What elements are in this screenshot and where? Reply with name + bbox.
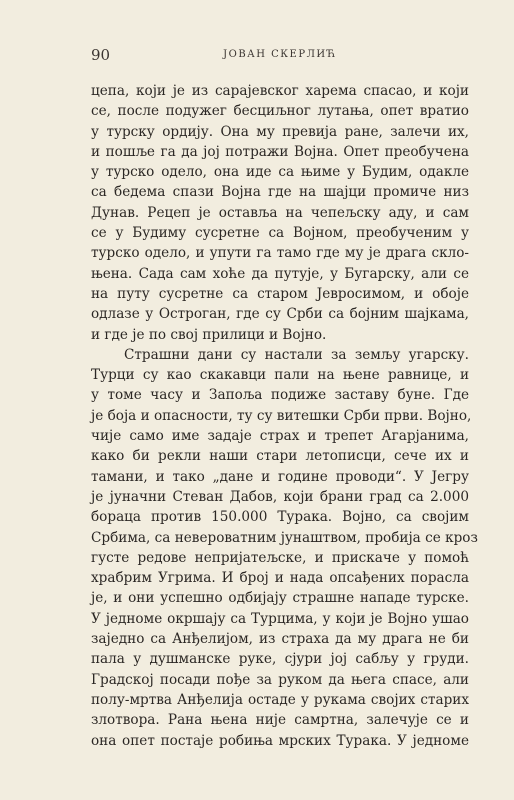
- text-line: полу-мртва Анђелија остаде у рукама својих старих: [91, 691, 469, 708]
- text-line: густе редове непријатељске, и прискаче у помоћ: [91, 549, 469, 566]
- text-line: Дунав. Рецеп је оставља на чепељску аду, и сам: [91, 204, 469, 221]
- text-line: како би рекли наши стари летописци, сече их и: [91, 448, 469, 465]
- text-line: тамани, и тако „дане и године проводи“. У Јегру: [91, 468, 469, 485]
- text-line: бораца против 150.000 Турака. Војно, са својим: [91, 509, 469, 526]
- text-line: Страшни дани су настали за земљу угарску.: [124, 346, 469, 363]
- text-line: и пошље га да јој потражи Војна. Опет преобучена: [91, 143, 469, 160]
- running-head: ЈОВАН СКЕРЛИЋ: [223, 49, 337, 60]
- text-line: се у Будиму сусретне са Војном, преобученим у: [91, 225, 469, 242]
- paragraph-1: [91, 81, 469, 345]
- text-line: је боја и опасности, ту су витешки Срби први. Војно,: [91, 407, 472, 424]
- text-line: У једноме окршају са Турцима, у који је Војно ушао: [91, 610, 469, 627]
- text-line: са бедема спази Војна где на шајци промиче низ: [91, 184, 469, 201]
- text-line: у турску ордију. Она му превија ране, залечи их,: [91, 123, 469, 140]
- page-header: [91, 46, 469, 66]
- text-line: одлазе у Остроган, где су Срби са бојним шајкама,: [91, 306, 469, 323]
- text-line: храбрим Угрима. И број и нада опсађених порасла: [91, 570, 469, 587]
- text-line: она опет постаје робиња мрских Турака. У једноме: [91, 732, 469, 749]
- text-line: заједно са Анђелијом, из страха да му драга не би: [91, 631, 469, 648]
- text-line: Градској посади пође за руком да њега спасе, али: [91, 671, 469, 688]
- text-line: се, после подужег бесциљног лутања, опет вратио: [91, 103, 469, 120]
- text-line: у турско одело, она иде са њиме у Будим, одакле: [91, 164, 469, 181]
- text-line: и где је по свој прилици и Војно.: [91, 326, 327, 343]
- text-line: злотвора. Рана њена није самртна, залечује се и: [91, 712, 469, 729]
- text-line: турско одело, и упути га тамо где му је драга скло-: [91, 245, 469, 262]
- text-line: на путу сусретне са старом Јевросимом, и обоје: [91, 285, 469, 302]
- page-number: 90: [91, 46, 111, 64]
- text-line: у томе часу и Запоља подиже заставу буне. Где: [91, 387, 469, 404]
- text-line: пала у душманске руке, сјури јој сабљу у груди.: [91, 651, 469, 668]
- text-line: Турци су као скакавци пали на њене равнице, и: [91, 367, 469, 384]
- body-text: [91, 81, 478, 751]
- text-line: је, и они успешно одбијају страшне нападе турске.: [91, 590, 469, 607]
- text-line: цепа, који је из сарајевског харема спасао, и који: [91, 83, 469, 99]
- text-line: чије само име задаје страх и трепет Агарјанима,: [91, 428, 469, 445]
- text-line: је јуначни Стеван Дабов, који брани град са 2.000: [91, 488, 469, 505]
- paragraph-2: [91, 345, 478, 751]
- text-line: њена. Сада сам хоће да путује, у Бугарску, али се: [91, 265, 469, 282]
- text-line: Србима, са невероватним јунаштвом, пробија се кроз: [91, 529, 478, 546]
